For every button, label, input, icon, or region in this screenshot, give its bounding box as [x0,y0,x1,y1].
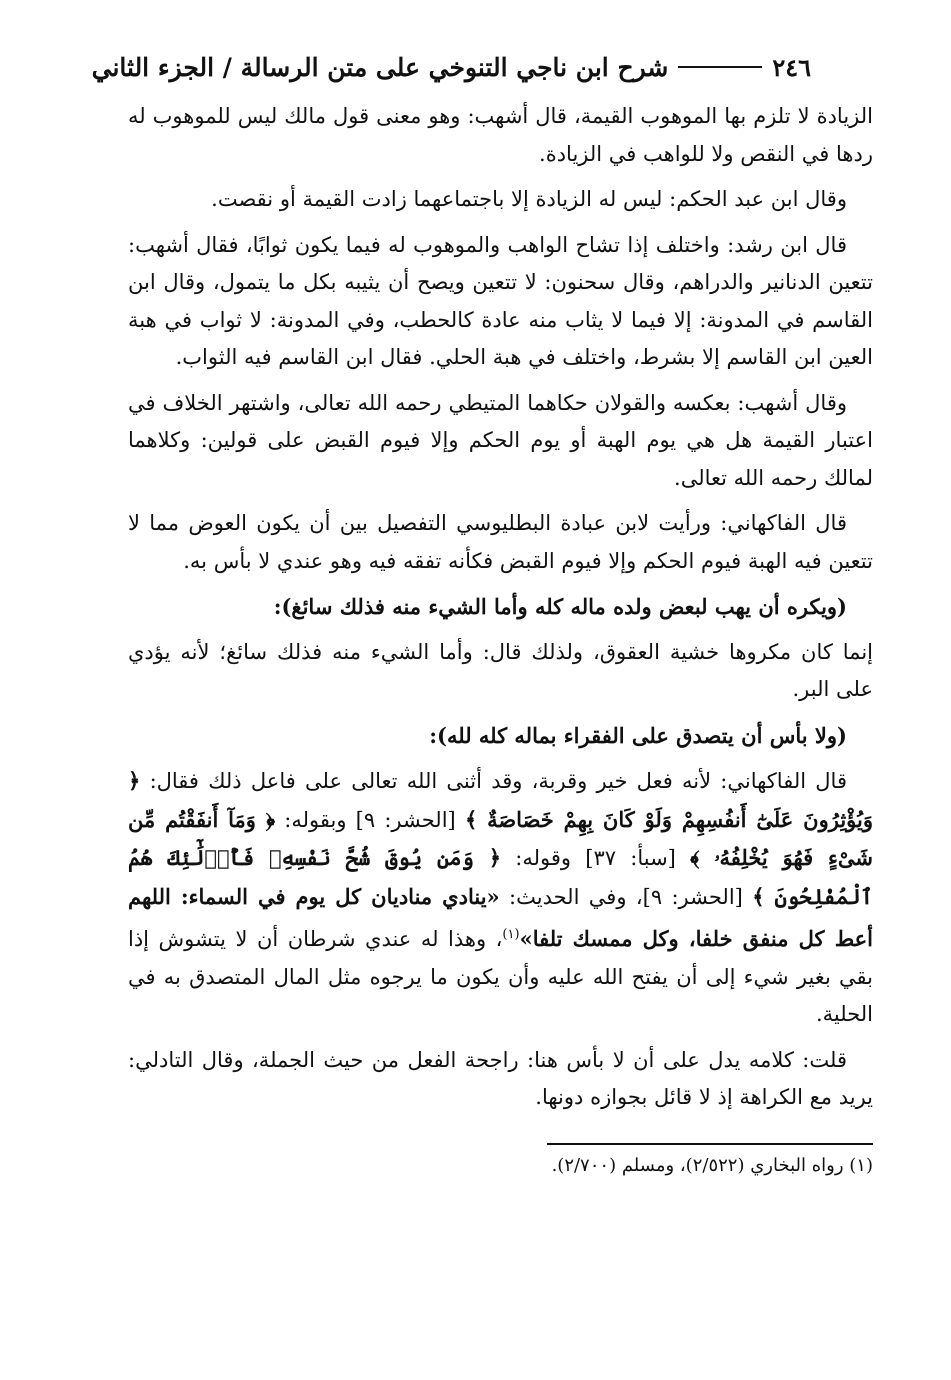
footnote: (١) رواه البخاري (٢/٥٢٢)، ومسلم (٢/٧٠٠). [551,1154,873,1176]
footnote-marker[interactable]: (١) [502,927,520,942]
paragraph-5: قال الفاكهاني: ورأيت لابن عبادة البطليوسي التفصيل بين أن يكون العوض مما لا تتعين فيه الهبة فيوم الحكم وإلا فيوم القبض فكأنه تفقه فيه وهو عندي لا بأس به. [128,511,873,573]
page-number: ٢٤٦ [772,52,811,82]
paragraph-3: قال ابن رشد: واختلف إذا تشاح الواهب والموهوب له فيما يكون ثوابًا، فقال أشهب: تتعين الدنانير والدراهم، وقال سحنون: لا تتعين ويصح أن يثيبه بكل ما يتمول، وقال ابن القاسم في المدونة: إلا فيما لا يثاب منه عادة كالحطب، وفي المدونة: لا ثواب في هبة العين ابن القاسم إلا بشرط، واختلف في هبة الحلي. فقال ابن القاسم فيه الثواب. [128,232,873,369]
body-text [128,98,873,1117]
fakihani-outro: ، وهذا له عندي شرطان أن لا يتشوش إذا بقي بغير شيء إلى أن يفتح الله عليه وأن يكون ما يرجوه مثل المال المتصدق به في الحلية. [128,927,873,1026]
paragraph-1: الزيادة لا تلزم بها الموهوب القيمة، قال أشهب: وهو معنى قول مالك ليس للموهوب له ردها في النقص ولا للواهب في الزيادة. [128,104,873,166]
running-title: شرح ابن ناجي التنوخي على متن الرسالة / الجزء الثاني [91,52,669,82]
paragraph-6: إنما كان مكروها خشية العقوق، ولذلك قال: وأما الشيء منه فذلك سائغ؛ لأنه يؤدي على البر. [128,639,873,701]
fakihani-intro: قال الفاكهاني: لأنه فعل خير وقربة، وقد أثنى الله تعالى على فاعل ذلك فقال: [149,769,847,793]
verse-ref-2: [سبأ: ٣٧] وقوله: [501,846,691,870]
quran-verse-1: ﴿ وَيُؤْثِرُونَ عَلَىٰٓ أَنفُسِهِمْ وَلَوْ كَانَ بِهِمْ خَصَاصَةٌ ﴾ [128,768,873,832]
quran-verse-2: ﴿ وَمَآ أَنفَقْتُم مِّن شَىْءٍ فَهُوَ يُخْلِفُهُۥ ﴾ [128,806,873,870]
matn-heading-1: (ويكره أن يهب لبعض ولده ماله كله وأما الشيء منه فذلك سائغ): [273,594,847,619]
footnote-rule [547,1143,873,1145]
header-rule [678,66,762,68]
quran-verse-3: ﴿ وَمَن يُوقَ شُحَّ نَفْسِهِۦ فَأُو۟لَٰٓئِكَ هُمُ ٱلْمُفْلِحُونَ ﴾ [128,845,873,909]
verse-ref-3: [الحشر: ٩]، وفي الحديث: [499,884,753,909]
paragraph-2: وقال ابن عبد الحكم: ليس له الزيادة إلا باجتماعهما زادت القيمة أو نقصت. [211,187,847,211]
paragraph-qult: قلت: كلامه يدل على أن لا بأس هنا: راجحة الفعل من حيث الجملة، وقال التادلي: يريد مع الكراهة إذ لا قائل بجوازه دونها. [128,1047,873,1109]
hadith-text: «ينادي مناديان كل يوم في السماء: اللهم أعط كل منفق خلفا، وكل ممسك تلفا» [128,883,873,951]
page-header [91,38,873,96]
verse-ref-1: [الحشر: ٩] وبقوله: [275,807,465,832]
matn-heading-2: (ولا بأس أن يتصدق على الفقراء بماله كله لله): [429,722,847,748]
paragraph-4: وقال أشهب: بعكسه والقولان حكاهما المتيطي رحمه الله تعالى، واشتهر الخلاف في اعتبار القيمة هل هي يوم الهبة أو يوم الحكم وإلا فيوم القبض على قولين: وكلاهما لمالك رحمه الله تعالى. [128,390,873,490]
paragraph-fakihani [128,762,873,1034]
